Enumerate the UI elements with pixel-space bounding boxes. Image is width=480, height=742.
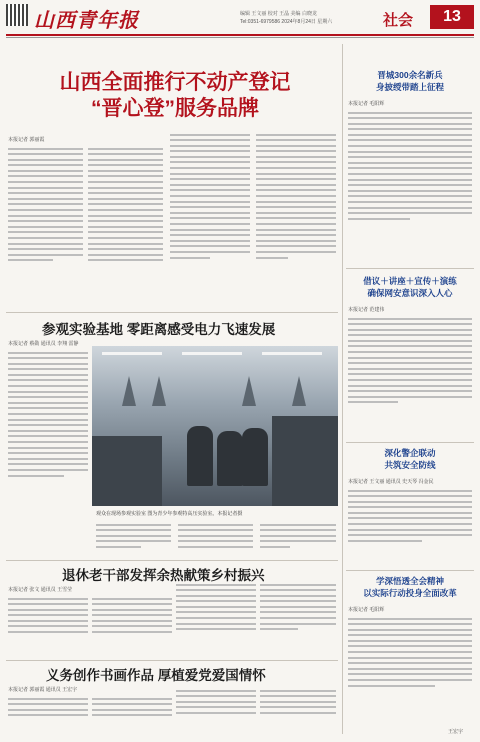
- story4-body-col-4: [260, 686, 336, 717]
- story2-body-col-1: [8, 348, 88, 480]
- story3-body-col-3: [176, 580, 256, 634]
- section-name: 社会: [383, 12, 414, 29]
- lead-headline-2: “晋心登”服务品牌: [91, 97, 259, 120]
- right-story2-headline-1: 借议＋讲座＋宣传＋演练: [363, 276, 457, 286]
- lead-byline: 本报记者 郭丽霞: [8, 137, 45, 143]
- right-story1-body: [348, 108, 472, 223]
- right-story4-byline: 本报记者 毛阳辉: [348, 607, 385, 613]
- story2-body-col-3: [178, 520, 253, 551]
- right-story1-headline-1: 晋城300余名新兵: [377, 70, 443, 80]
- right-story3-byline: 本报记者 王文丽 通讯员 史天琴 冯金民: [348, 479, 434, 485]
- right-story1-byline: 本报记者 毛阳辉: [348, 101, 385, 107]
- story2-byline: 本报记者 蔡勋 通讯员 李翔 雷静: [8, 341, 79, 347]
- right-story2-byline: 本报记者 范建伟: [348, 307, 385, 313]
- right-story4-body: [348, 614, 472, 690]
- right-story4-signature: 王宏宇: [448, 729, 464, 735]
- story3-body-col-2: [92, 594, 172, 637]
- right-divider-2: [346, 442, 474, 443]
- contact-line: Tel:0351-6979586 2024年8月24日 星期六: [240, 19, 333, 25]
- right-story3-headline-2: 共筑安全防线: [384, 460, 436, 470]
- qr-code: [6, 4, 28, 26]
- divider-1: [6, 312, 338, 313]
- divider-3: [6, 660, 338, 661]
- editor-line: 编辑 王文丽 校对 王晶 美编 白晓龙: [240, 11, 317, 17]
- masthead-rule: [6, 34, 474, 36]
- story3-body-col-1: [8, 594, 88, 637]
- story4-body-col-2: [92, 694, 172, 720]
- lead-body-col-1: [8, 144, 83, 265]
- right-story4-headline-1: 学深悟透全会精神: [375, 576, 444, 586]
- story2-body-col-2: [96, 520, 171, 551]
- newspaper-logo: 山西青年报: [34, 10, 139, 32]
- story4-body-col-3: [176, 686, 256, 717]
- page-number: 13: [430, 5, 474, 29]
- story3-headline: 退休老干部发挥余热献策乡村振兴: [62, 568, 265, 583]
- right-story3-body: [348, 486, 472, 545]
- right-story1-headline-2: 身披绶带踏上征程: [375, 82, 444, 92]
- right-story4-headline-2: 以实际行动投身全面改革: [363, 588, 457, 598]
- lead-body-col-4: [256, 130, 336, 262]
- lab-photo: [92, 346, 338, 506]
- story2-headline: 参观实验基地 零距离感受电力飞速发展: [42, 322, 276, 337]
- right-divider-1: [346, 268, 474, 269]
- masthead-rule-thin: [6, 37, 474, 38]
- right-story3-headline-1: 深化警企联动: [384, 448, 436, 458]
- right-story2-headline-2: 确保网安意识深入人心: [367, 288, 453, 298]
- right-story2-body: [348, 314, 472, 407]
- right-divider-3: [346, 570, 474, 571]
- story3-byline: 本报记者 张文 通讯员 王雪莹: [8, 587, 73, 593]
- story4-headline: 义务创作书画作品 厚植爱党爱国情怀: [46, 668, 266, 683]
- column-divider: [342, 44, 343, 734]
- story3-body-col-4: [260, 580, 336, 634]
- divider-2: [6, 560, 338, 561]
- lead-body-col-3: [170, 130, 250, 262]
- story4-body-col-1: [8, 694, 88, 720]
- lead-body-col-2: [88, 144, 163, 265]
- lead-headline-1: 山西全面推行不动产登记: [59, 71, 291, 94]
- story4-byline: 本报记者 郭丽霞 通讯员 王宏宇: [8, 687, 78, 693]
- story2-body-col-4: [260, 520, 336, 551]
- photo-caption: 观众在现场参观实验室 图为青少年参观特高压实验室。本报记者摄: [96, 511, 243, 517]
